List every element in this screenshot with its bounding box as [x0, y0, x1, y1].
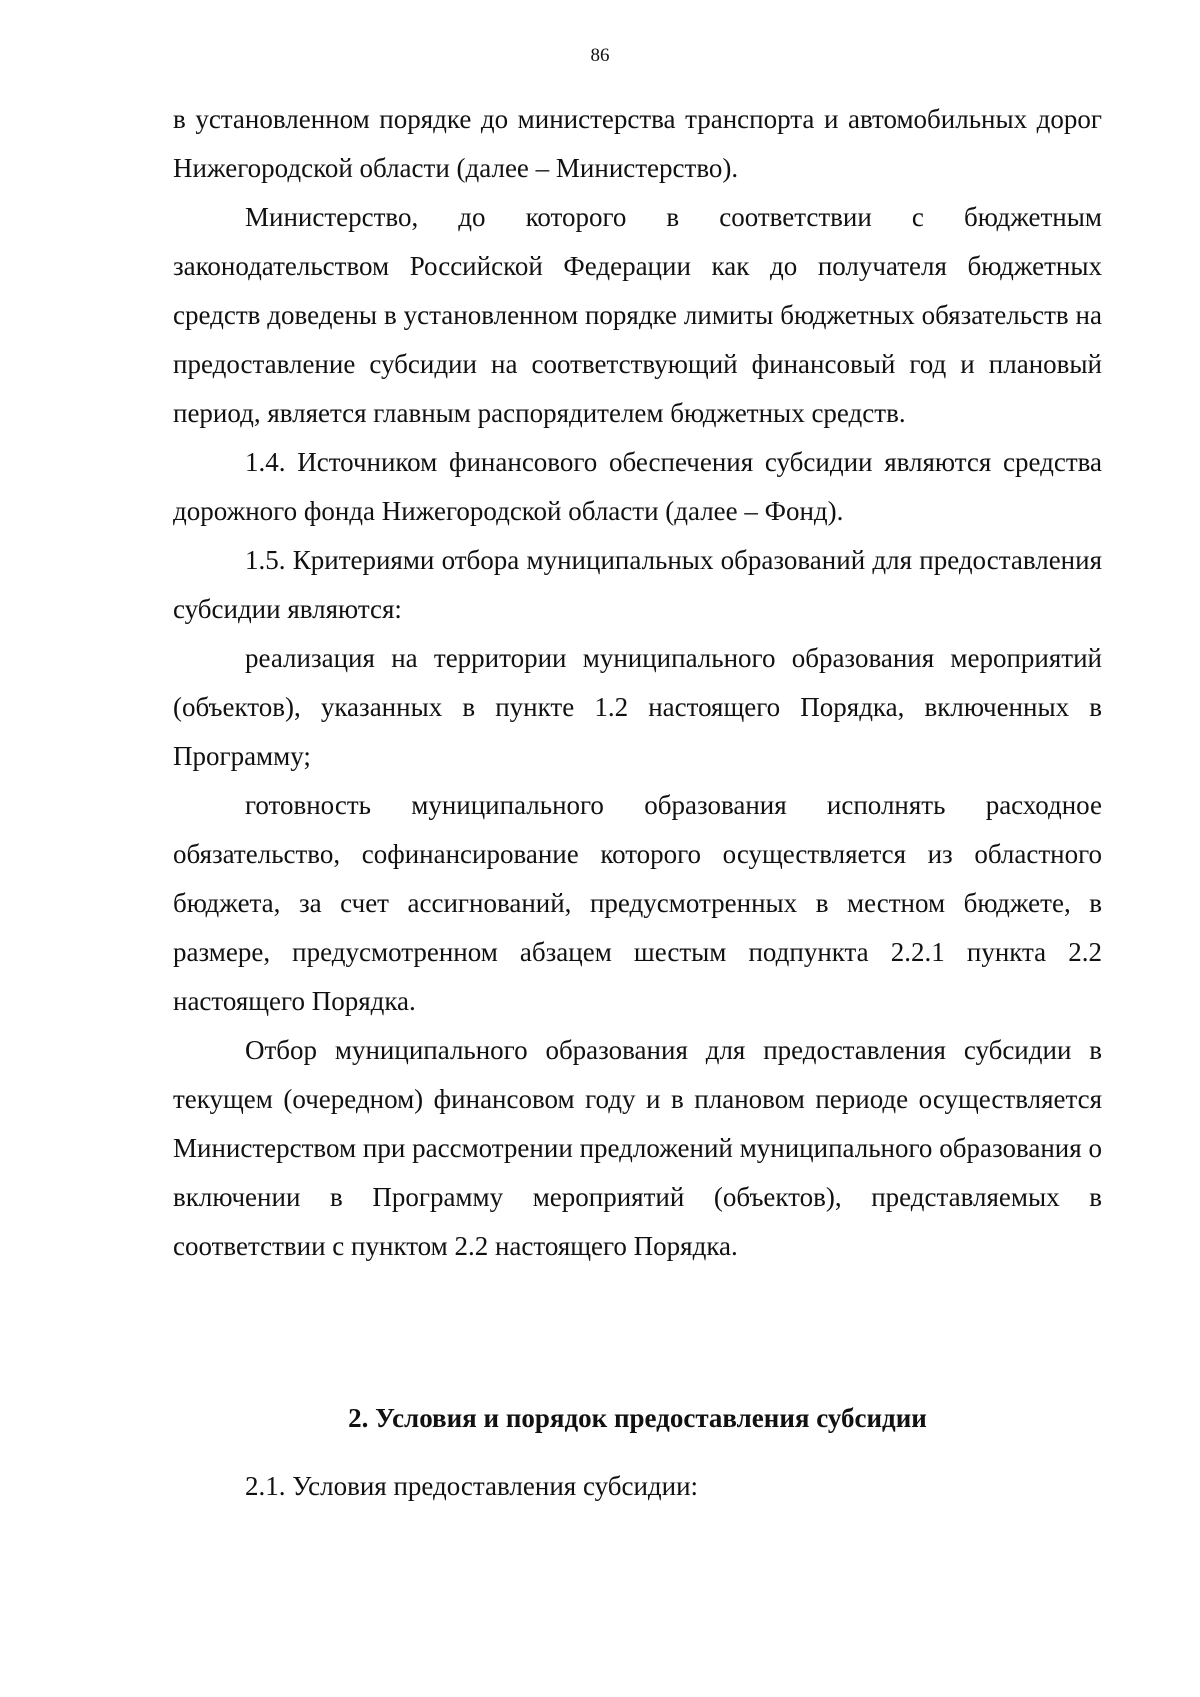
page-number: 86: [590, 45, 610, 66]
paragraph-selection-procedure: Отбор муниципального образования для предоставления субсидии в текущем (очередном) финансовом году и в плановом периоде осуществляется Министерством при рассмотрении предложений муниципального образования о включении в Программу мероприятий (объектов), представляемых в соответствии с пунктом 2.2 настоящего Порядка.: [173, 1035, 1102, 1261]
paragraph-ministry-role: Министерство, до которого в соответствии с бюджетным законодательством Российской Федерации как до получателя бюджетных средств доведены в установленном порядке лимиты бюджетных обязательств на предоставление субсидии на соответствующий финансовый год и плановый период, является главным распорядителем бюджетных средств.: [173, 202, 1102, 428]
paragraph-1-5-criteria: 1.5. Критериями отбора муниципальных образований для предоставления субсидии являются:: [173, 545, 1102, 624]
section-heading: 2. Условия и порядок предоставления субсидии: [348, 1403, 927, 1433]
paragraph-ministry-intro: в установленном порядке до министерства транспорта и автомобильных дорог Нижегородской области (далее – Министерство).: [173, 104, 1102, 183]
paragraph-criterion-implementation: реализация на территории муниципального образования мероприятий (объектов), указанных в пункте 1.2 настоящего Порядка, включенных в Программу;: [173, 643, 1102, 771]
document-body: [173, 95, 1102, 1271]
paragraph-criterion-readiness: готовность муниципального образования исполнять расходное обязательство, софинансирование которого осуществляется из областного бюджета, за счет ассигнований, предусмотренных в местном бюджете, в размере, предусмотренном абзацем шестым подпункта 2.2.1 пункта 2.2 настоящего Порядка.: [173, 790, 1102, 1016]
subsection-heading: 2.1. Условия предоставления субсидии:: [245, 1471, 699, 1501]
paragraph-1-4-funding-source: 1.4. Источником финансового обеспечения субсидии являются средства дорожного фонда Нижегородской области (далее – Фонд).: [173, 447, 1102, 526]
